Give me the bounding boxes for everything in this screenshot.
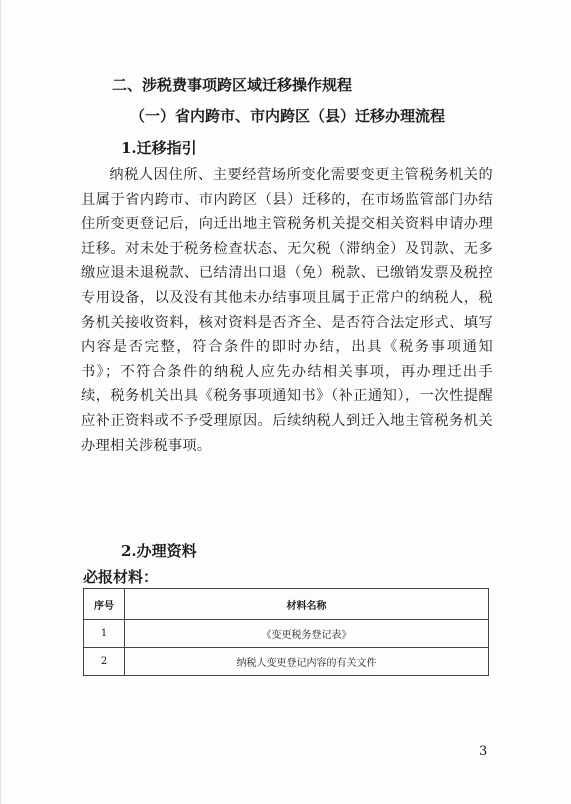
point2-heading: 2.办理资料	[121, 542, 197, 560]
page-number: 3	[479, 744, 488, 759]
table-header-no: 序号	[84, 589, 125, 620]
table-header-row	[84, 589, 489, 620]
table-row	[84, 620, 489, 648]
table-cell-no: 1	[84, 620, 125, 648]
table-cell-name: 纳税人变更登记内容的有关文件	[125, 648, 489, 676]
table-cell-no: 2	[84, 648, 125, 676]
materials-table	[83, 588, 489, 676]
table-row	[84, 648, 489, 676]
section-heading: 二、涉税费事项跨区域迁移操作规程	[112, 76, 353, 94]
table-cell-name: 《变更税务登记表》	[125, 620, 489, 648]
required-materials-label: 必报材料：	[83, 568, 159, 586]
sub-heading: （一）省内跨市、市内跨区（县）迁移办理流程	[130, 107, 446, 125]
point1-body-paragraph: 纳税人因住所、主要经营场所变化需要变更主管税务机关的且属于省内跨市、市内跨区（县）迁移的，在市场监管部门办结住所变更登记后，向迁出地主管税务机关提交相关资料申请办理迁移。对未处于税务检查状态、无欠税（滞纳金）及罚款、无多缴应退未退税款、已结清出口退（免）税款、已缴销发票及税控专用设备，以及没有其他未办结事项且属于正常户的纳税人，税务机关接收资料，核对资料是否齐全、是否符合法定形式、填写内容是否完整，符合条件的即时办结，出具《税务事项通知书》；不符合条件的纳税人应先办结相关事项，再办理迁出手续，税务机关出具《税务事项通知书》（补正通知），一次性提醒应补正资料或不予受理原因。后续纳税人到迁入地主管税务机关办理相关涉税事项。	[81, 167, 493, 454]
point1-heading: 1.迁移指引	[121, 139, 197, 157]
table-header-name: 材料名称	[125, 589, 489, 620]
